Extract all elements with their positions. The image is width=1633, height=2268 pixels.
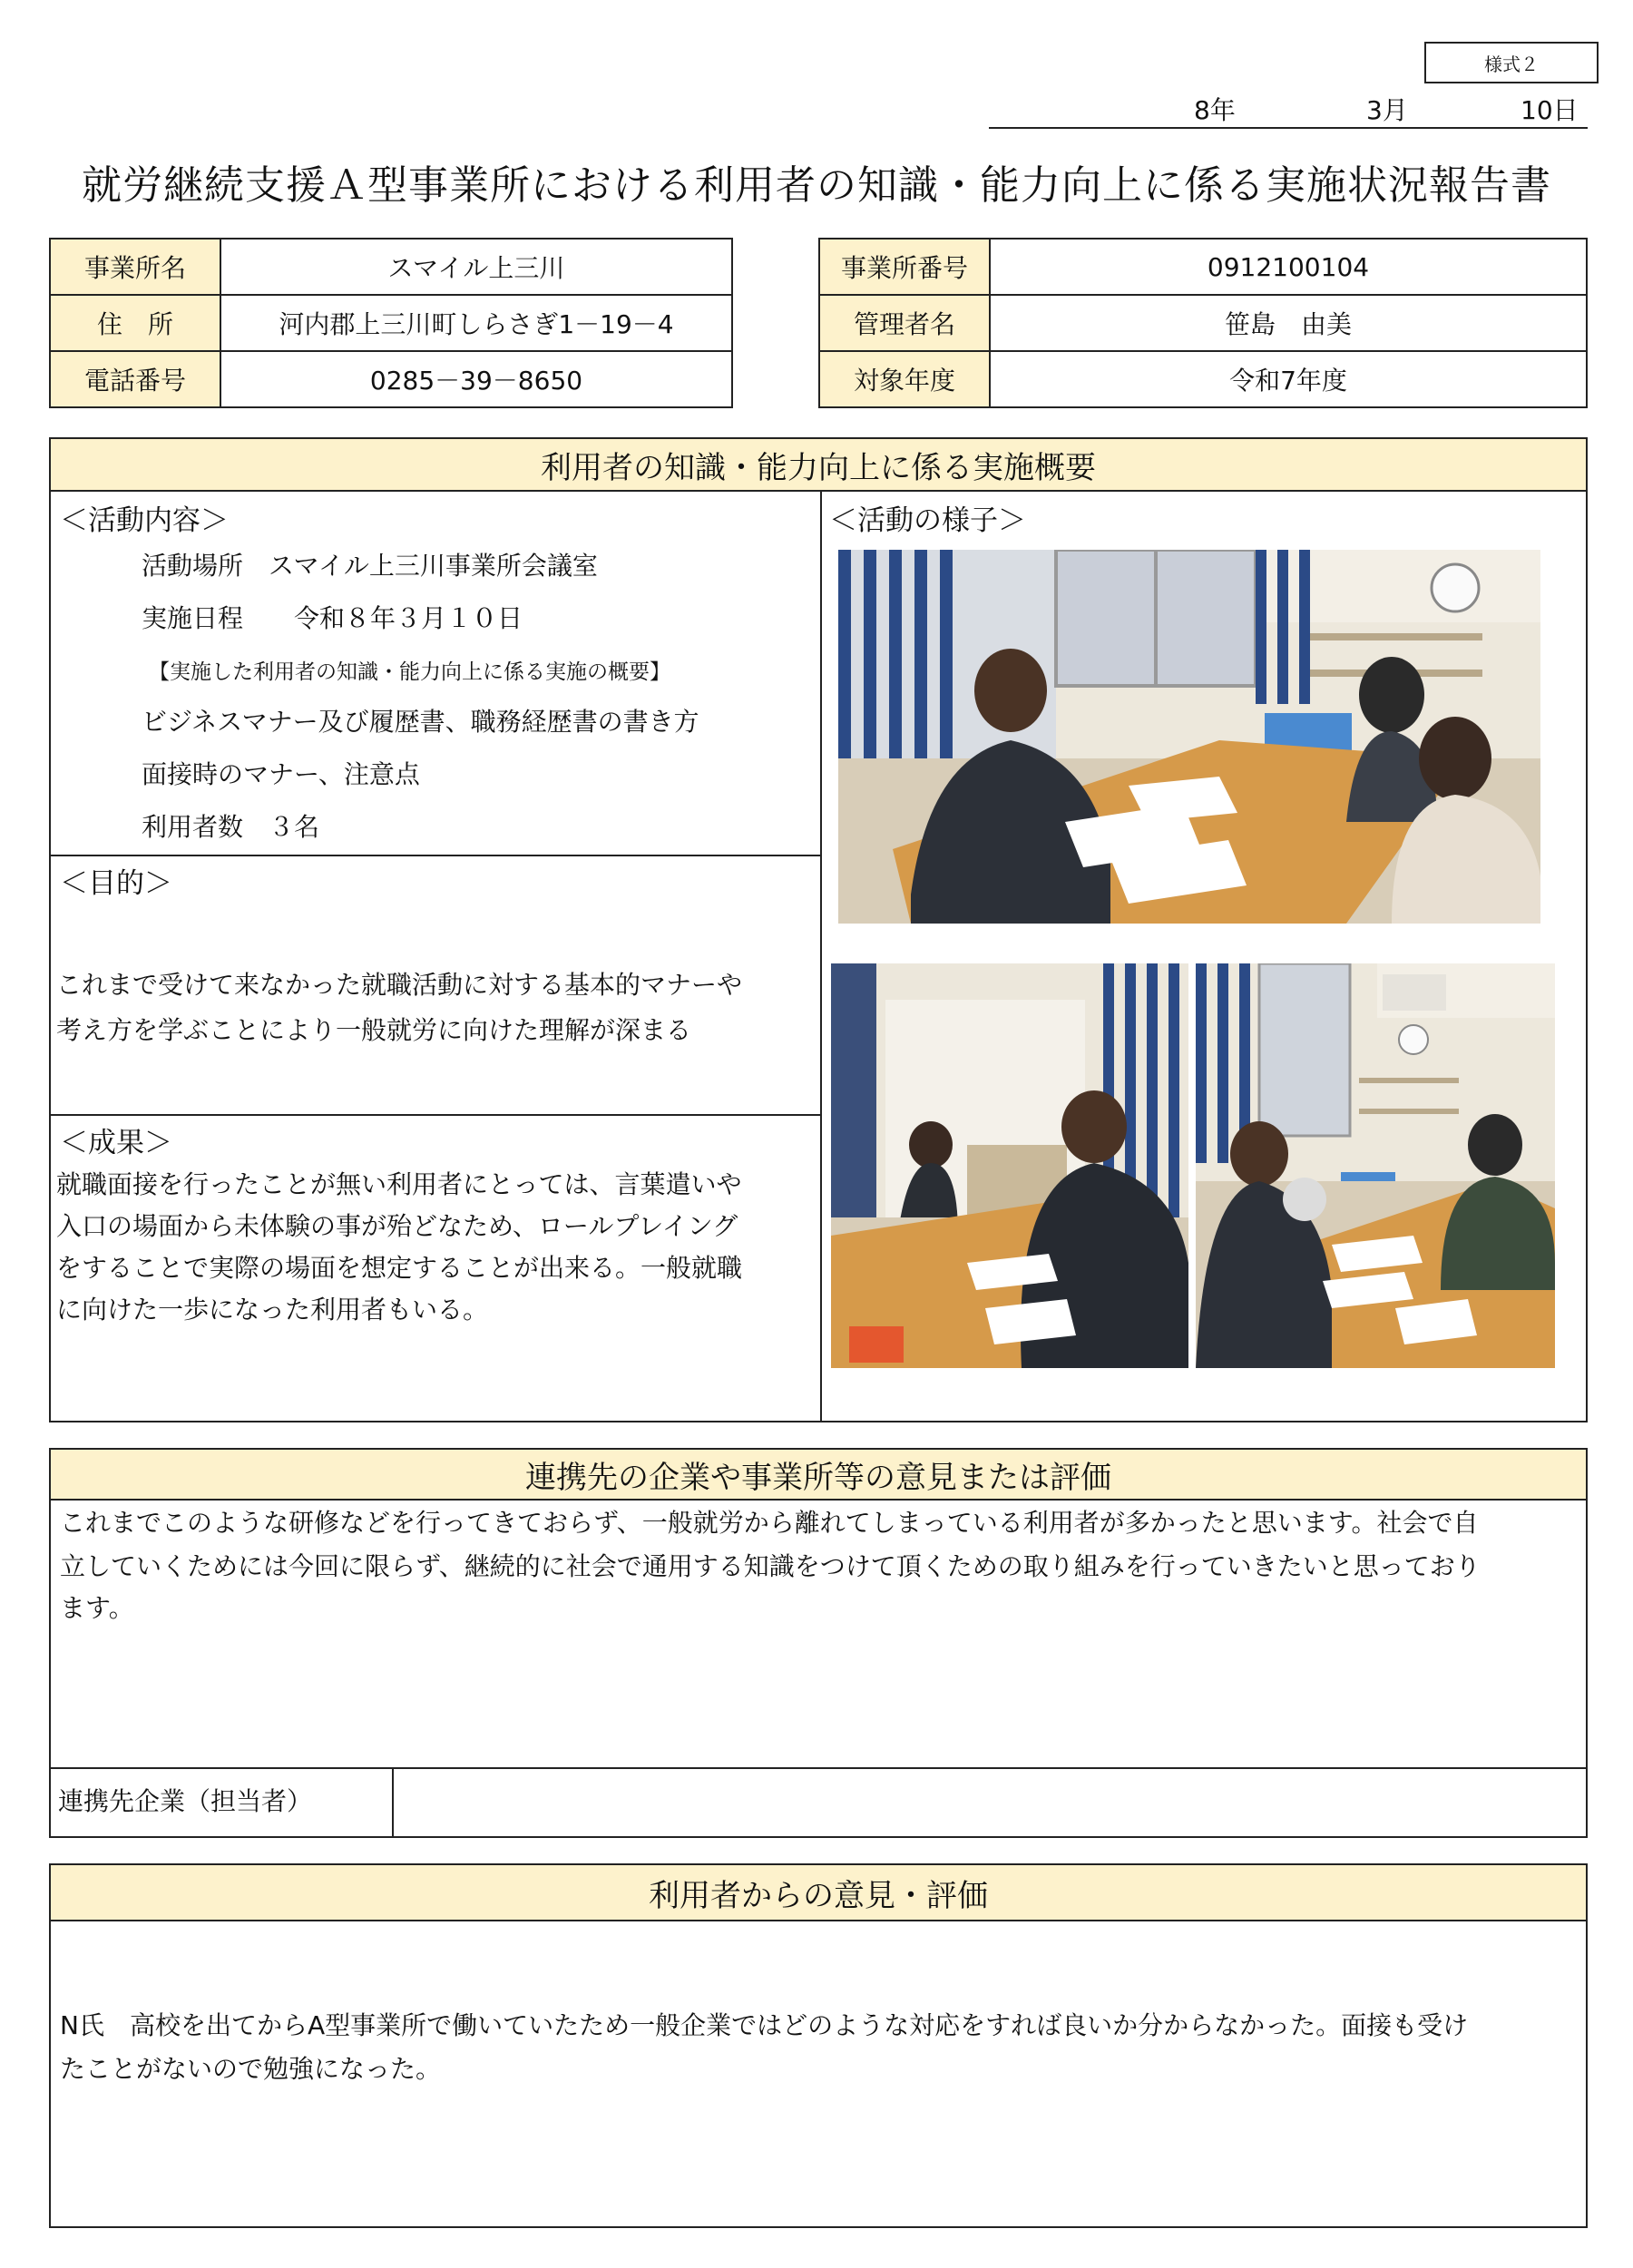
result-line-2: 入口の場面から未体験の事が殆どなため、ロールプレイング: [56, 1211, 738, 1241]
purpose-heading: ＜目的＞: [60, 867, 172, 900]
activity-heading: ＜活動内容＞: [60, 504, 229, 537]
purpose-line-1: これまで受けて来なかった就職活動に対する基本的マナーや: [56, 970, 743, 1000]
office-info-row: [50, 351, 732, 407]
activity-schedule: 実施日程 令和８年３月１０日: [142, 603, 523, 633]
report-date: [989, 85, 1588, 129]
result-heading: ＜成果＞: [60, 1127, 172, 1159]
office-number-value: 0912100104: [990, 239, 1587, 295]
scene-heading: ＜活動の様子＞: [829, 504, 1026, 537]
office-info-row: [819, 239, 1587, 295]
address-value: 河内郡上三川町しらさぎ1－19－4: [220, 295, 732, 351]
summary-heading: 【実施した利用者の知識・能力向上に係る実施の概要】: [149, 660, 670, 684]
summary-line-1: ビジネスマナー及び履歴書、職務経歴書の書き方: [142, 707, 699, 737]
result-line-3: をすることで実際の場面を想定することが出来る。一般就職: [56, 1253, 743, 1283]
column-divider: [820, 492, 822, 1421]
page-title: 就労継続支援Ａ型事業所における利用者の知識・能力向上に係る実施状況報告書: [82, 162, 1551, 209]
form-number: 様式２: [1424, 42, 1599, 83]
office-info-row: [819, 351, 1587, 407]
date-year: 8年: [1194, 95, 1236, 125]
overview-section: [49, 437, 1588, 1422]
fiscal-year-label: 対象年度: [819, 351, 990, 407]
office-number-table: [818, 238, 1588, 408]
summary-line-2: 面接時のマナー、注意点: [142, 759, 420, 789]
user-count: 利用者数 ３名: [142, 812, 320, 842]
partner-comment-line: これまでこのような研修などを行ってきておらず、一般就労から離れてしまっている利用者が多かったと思います。社会で自: [60, 1508, 1479, 1538]
partner-comment-line: 立していくためには今回に限らず、継続的に社会で通用する知識をつけて頂くための取り組みを行っていきたいと思っており: [60, 1551, 1481, 1581]
office-info-table: [49, 238, 733, 408]
phone-label: 電話番号: [50, 351, 220, 407]
user-opinion-line: N氏 高校を出てからA型事業所で働いていたため一般企業ではどのような対応をすれば良いか分からなかった。面接も受け: [60, 2010, 1469, 2040]
partner-evaluation-section: [49, 1448, 1588, 1838]
divider: [392, 1767, 394, 1836]
manager-value: 笹島 由美: [990, 295, 1587, 351]
phone-value: 0285－39－8650: [220, 351, 732, 407]
office-name-value: スマイル上三川: [220, 239, 732, 295]
purpose-line-2: 考え方を学ぶことにより一般就労に向けた理解が深まる: [56, 1015, 692, 1045]
divider: [51, 1114, 820, 1116]
office-info-row: [50, 295, 732, 351]
partner-contact-label: 連携先企業（担当者）: [58, 1786, 313, 1816]
activity-place: 活動場所 スマイル上三川事業所会議室: [142, 551, 598, 581]
address-label: 住 所: [50, 295, 220, 351]
fiscal-year-value: 令和7年度: [990, 351, 1587, 407]
office-info-row: [50, 239, 732, 295]
activity-photo: [838, 550, 1540, 924]
overview-header: 利用者の知識・能力向上に係る実施概要: [51, 439, 1586, 492]
activity-photo: [1196, 963, 1555, 1368]
office-name-label: 事業所名: [50, 239, 220, 295]
result-line-1: 就職面接を行ったことが無い利用者にとっては、言葉遣いや: [56, 1169, 742, 1199]
office-number-label: 事業所番号: [819, 239, 990, 295]
office-info-row: [819, 295, 1587, 351]
result-line-4: に向けた一歩になった利用者もいる。: [56, 1295, 489, 1325]
divider: [51, 1767, 1586, 1769]
partner-comment-line: ます。: [60, 1593, 134, 1623]
partner-header: 連携先の企業や事業所等の意見または評価: [51, 1450, 1586, 1501]
date-day: 10日: [1521, 95, 1579, 125]
user-opinion-line: たことがないので勉強になった。: [60, 2054, 442, 2084]
divider: [51, 855, 820, 856]
manager-label: 管理者名: [819, 295, 990, 351]
date-month: 3月: [1366, 95, 1408, 125]
activity-photo: [831, 963, 1188, 1368]
user-opinion-section: [49, 1863, 1588, 2228]
user-opinion-header: 利用者からの意見・評価: [51, 1865, 1586, 1921]
